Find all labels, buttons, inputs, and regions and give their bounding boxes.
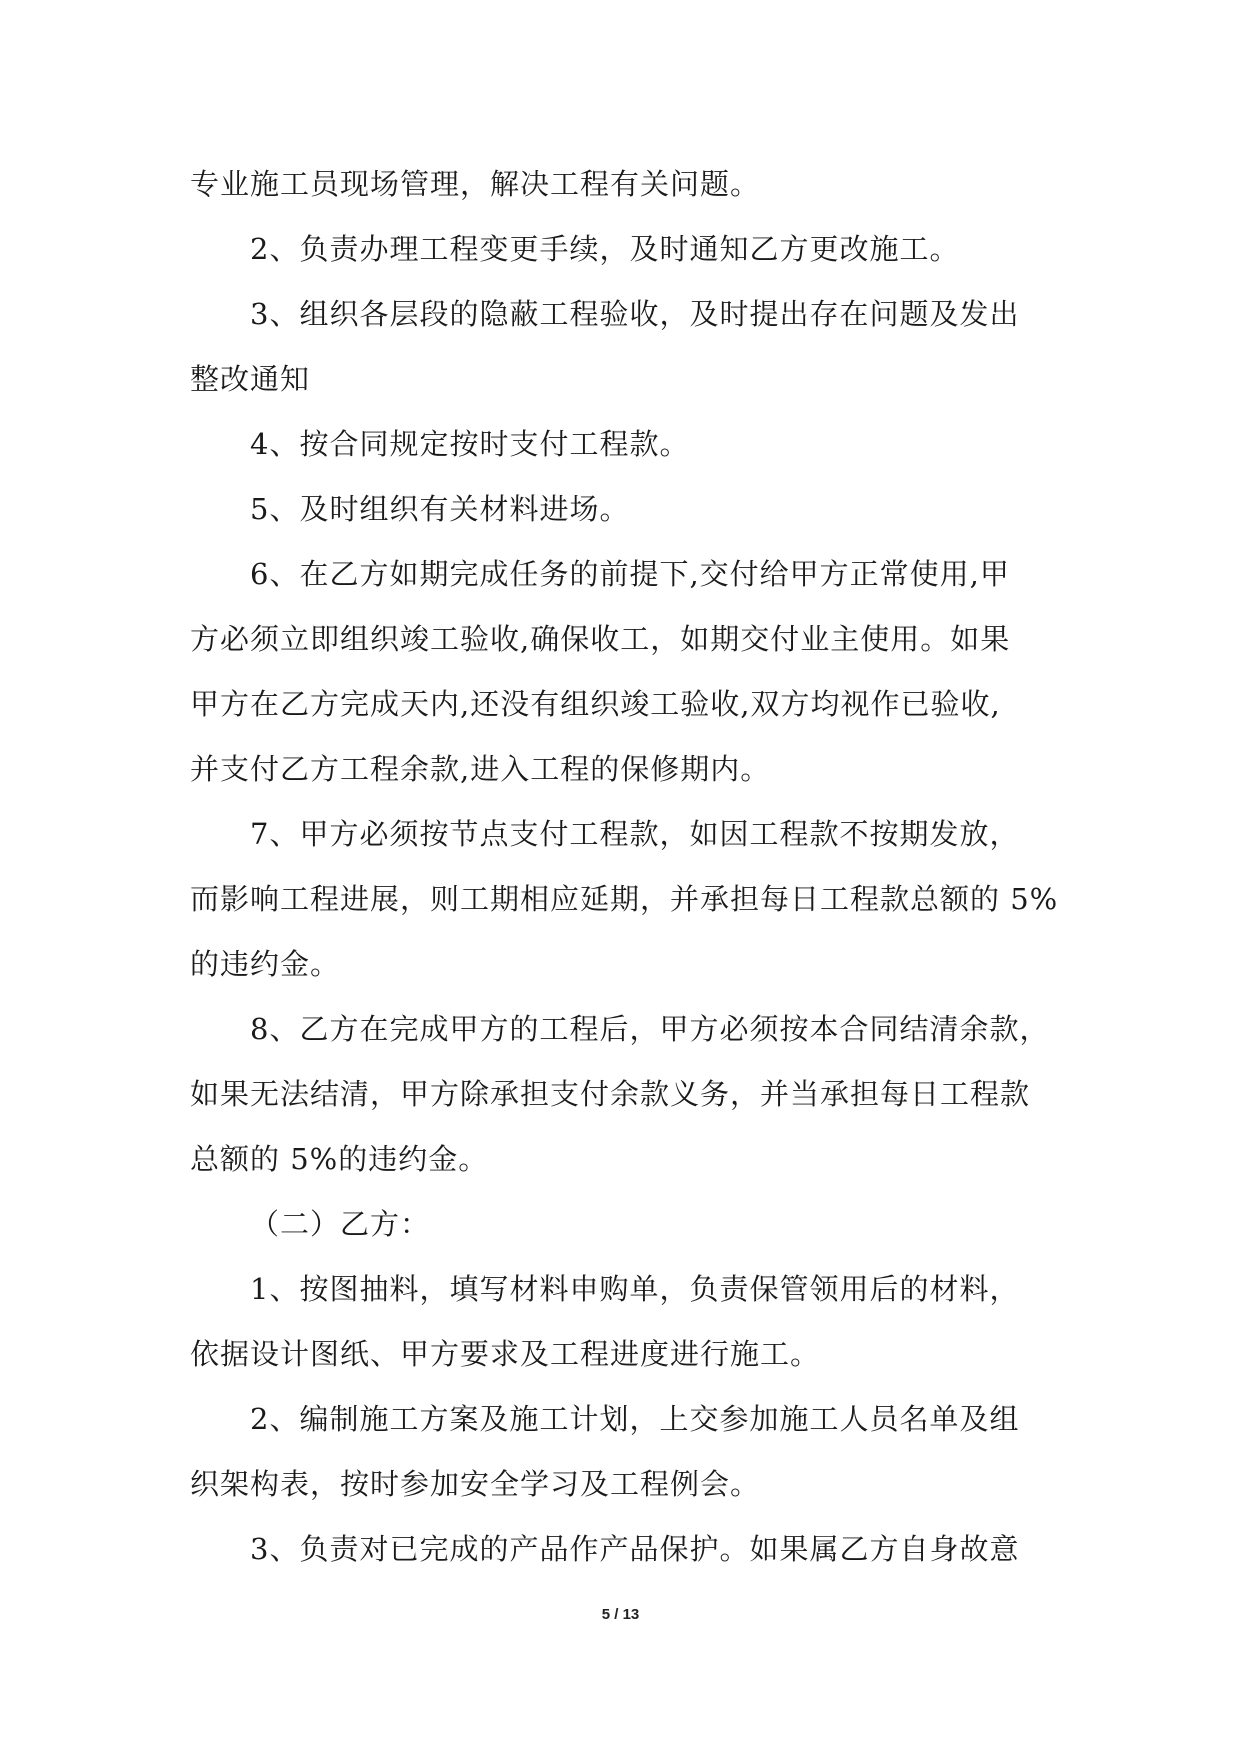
- text-line: 5、及时组织有关材料进场。: [250, 492, 630, 526]
- section-heading: （二）乙方：: [250, 1207, 431, 1241]
- page-number: 5 / 13: [601, 1606, 640, 1623]
- text-line: 并支付乙方工程余款,进入工程的保修期内。: [190, 752, 771, 786]
- text-line: 2、负责办理工程变更手续，及时通知乙方更改施工。: [250, 232, 960, 266]
- text-line: 1、按图抽料，填写材料申购单，负责保管领用后的材料，: [250, 1272, 1020, 1306]
- text-line: 3、组织各层段的隐蔽工程验收，及时提出存在问题及发出: [250, 297, 1020, 331]
- text-line: 6、在乙方如期完成任务的前提下,交付给甲方正常使用,甲: [250, 557, 1010, 591]
- text-line: 4、按合同规定按时支付工程款。: [250, 427, 690, 461]
- text-line: 7、甲方必须按节点支付工程款，如因工程款不按期发放，: [250, 817, 1020, 851]
- text-line: 依据设计图纸、甲方要求及工程进度进行施工。: [190, 1337, 821, 1371]
- text-line: 专业施工员现场管理，解决工程有关问题。: [190, 167, 761, 201]
- text-line: 如果无法结清，甲方除承担支付余款义务，并当承担每日工程款: [190, 1077, 1031, 1111]
- text-line: 总额的 5%的违约金。: [190, 1142, 489, 1176]
- text-line: 甲方在乙方完成天内,还没有组织竣工验收,双方均视作已验收,: [190, 687, 1001, 721]
- document-body: [190, 152, 1060, 1582]
- text-line: 的违约金。: [190, 947, 341, 981]
- text-line: 整改通知: [190, 362, 311, 396]
- text-line: 织架构表，按时参加安全学习及工程例会。: [190, 1467, 761, 1501]
- text-line: 而影响工程进展，则工期相应延期，并承担每日工程款总额的 5%: [190, 882, 1059, 916]
- text-line: 8、乙方在完成甲方的工程后，甲方必须按本合同结清余款，: [250, 1012, 1050, 1046]
- text-line: 2、编制施工方案及施工计划，上交参加施工人员名单及组: [250, 1402, 1020, 1436]
- text-line: 3、负责对已完成的产品作产品保护。如果属乙方自身故意: [250, 1532, 1020, 1566]
- text-line: 方必须立即组织竣工验收,确保收工，如期交付业主使用。如果: [190, 622, 1011, 656]
